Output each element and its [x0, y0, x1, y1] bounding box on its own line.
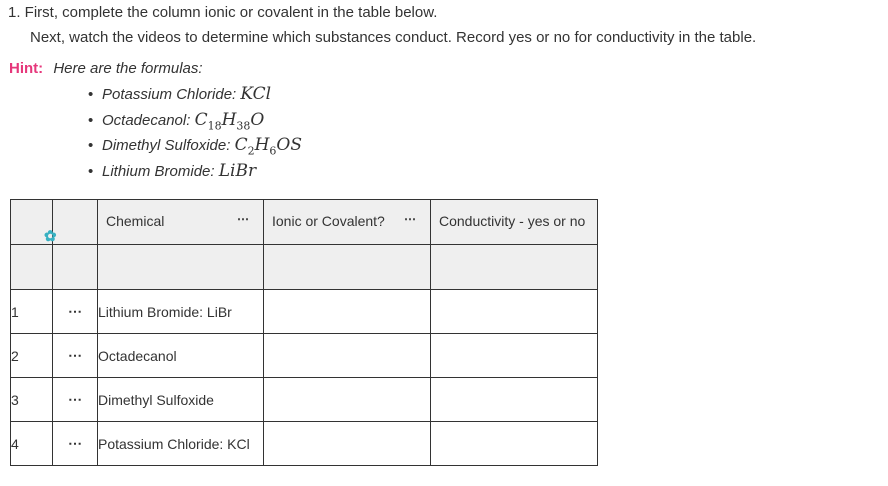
- column-menu-icon[interactable]: ⋯: [404, 212, 416, 226]
- header-ionic-covalent[interactable]: [264, 200, 431, 245]
- header-ionic-covalent-label: Ionic or Covalent?: [272, 213, 385, 229]
- hint-label: Hint:: [9, 60, 44, 77]
- row-number: 3: [11, 378, 53, 422]
- header-input-chemical[interactable]: [98, 245, 264, 290]
- chemicals-table: [10, 199, 598, 466]
- row-menu-icon[interactable]: ⋯: [53, 422, 98, 466]
- row-number: 1: [11, 290, 53, 334]
- cell-chemical[interactable]: Potassium Chloride: KCl: [98, 422, 264, 466]
- row-menu-icon[interactable]: ⋯: [53, 290, 98, 334]
- formula-name: Lithium Bromide:: [102, 162, 215, 180]
- header-chemical[interactable]: [98, 200, 264, 245]
- formula-expression: KCl: [240, 84, 272, 104]
- hint-row: [9, 60, 203, 77]
- formula-item: • Lithium Bromide: LiBr: [88, 160, 257, 181]
- header-conductivity-label: Conductivity - yes or no: [439, 213, 586, 229]
- formula-name: Octadecanol:: [102, 111, 191, 129]
- cell-conductivity[interactable]: [431, 378, 598, 422]
- formula-item: • Octadecanol: $C_{18}H_{38}O$: [88, 109, 265, 132]
- formula-name: Dimethyl Sulfoxide:: [102, 137, 231, 154]
- formula-expression: $C_{18}H_{38}O$: [194, 109, 265, 132]
- formula-expression: $C_2H_6OS$: [234, 135, 302, 158]
- header-input-ionic-covalent[interactable]: [264, 245, 431, 290]
- cell-conductivity[interactable]: [431, 290, 598, 334]
- column-menu-icon[interactable]: ⋯: [237, 212, 249, 226]
- table-row: [11, 378, 598, 422]
- table-row: [11, 334, 598, 378]
- table-row: [11, 422, 598, 466]
- cell-ionic-covalent[interactable]: [264, 290, 431, 334]
- cell-ionic-covalent[interactable]: [264, 422, 431, 466]
- formula-name: Potassium Chloride:: [102, 86, 237, 103]
- cell-conductivity[interactable]: [431, 334, 598, 378]
- row-number: 2: [11, 334, 53, 378]
- formula-list: [88, 82, 302, 184]
- cell-ionic-covalent[interactable]: [264, 334, 431, 378]
- cell-conductivity[interactable]: [431, 422, 598, 466]
- instruction-line-1: 1. First, complete the column ionic or covalent in the table below.: [8, 4, 438, 21]
- row-number: 4: [11, 422, 53, 466]
- cell-chemical[interactable]: Dimethyl Sulfoxide: [98, 378, 264, 422]
- formula-expression: LiBr: [218, 160, 257, 181]
- formula-item: • Dimethyl Sulfoxide: $C_2H_6OS$: [88, 135, 302, 158]
- formula-item: • Potassium Chloride: KCl: [88, 84, 272, 104]
- instruction-line-2: Next, watch the videos to determine which substances conduct. Record yes or no for conductivity in the table.: [30, 29, 757, 46]
- gear-icon[interactable]: ✿: [44, 228, 57, 245]
- header-chemical-label: Chemical: [106, 213, 165, 229]
- cell-ionic-covalent[interactable]: [264, 378, 431, 422]
- header-conductivity[interactable]: [431, 200, 598, 245]
- cell-chemical[interactable]: Lithium Bromide: LiBr: [98, 290, 264, 334]
- row-menu-icon[interactable]: ⋯: [53, 334, 98, 378]
- table-row: [11, 290, 598, 334]
- hint-text: Here are the formulas:: [53, 60, 203, 77]
- header-input-conductivity[interactable]: [431, 245, 598, 290]
- settings-cell[interactable]: [44, 228, 98, 290]
- cell-chemical[interactable]: Octadecanol: [98, 334, 264, 378]
- row-menu-icon[interactable]: ⋯: [53, 378, 98, 422]
